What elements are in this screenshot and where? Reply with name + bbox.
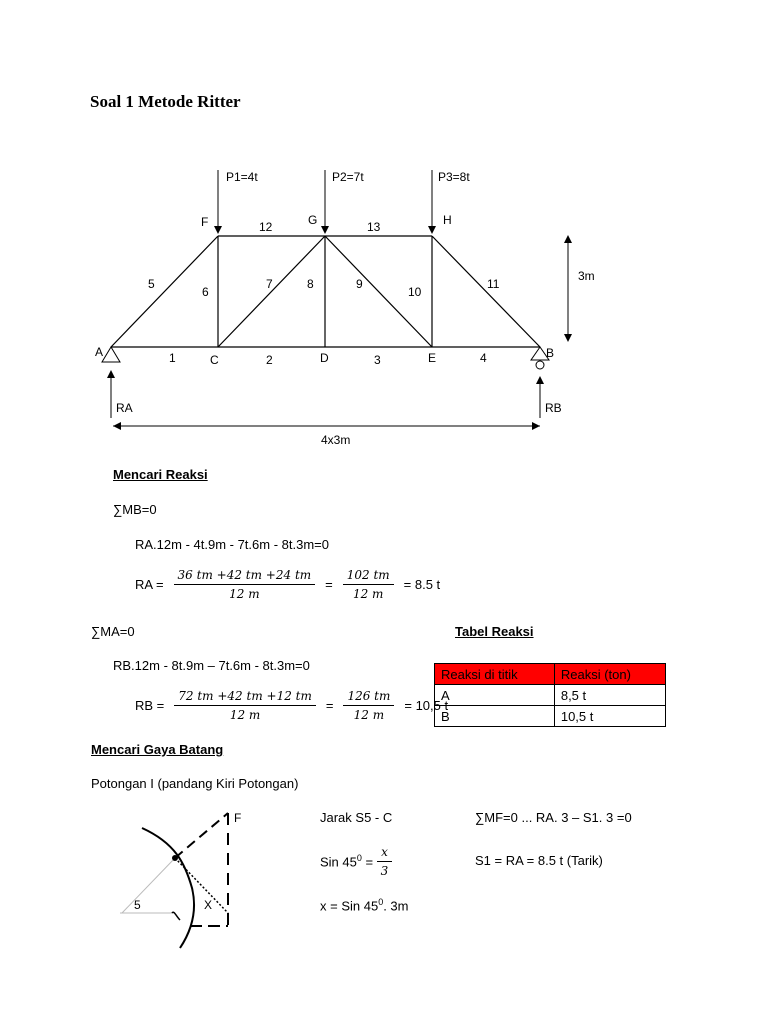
member-label-1: 1: [169, 351, 176, 365]
rb-fraction-2: $\frac{126 tm}{12 m}$: [343, 689, 394, 722]
s1-result: S1 = RA = 8.5 t (Tarik): [475, 853, 603, 868]
rb-equals: =: [325, 698, 334, 713]
section-cut-sketch: [100, 798, 260, 958]
load-label-p3: P3=8t: [438, 170, 470, 184]
table-header-cell: Reaksi di titik: [435, 664, 555, 685]
rb-equation: [135, 689, 448, 722]
sin-fraction: $\frac{x}{3}$: [377, 845, 392, 878]
eq-mb: RA.12m - 4t.9m - 7t.6m - 8t.3m=0: [135, 537, 329, 552]
node-label-f: F: [201, 215, 209, 229]
span-label: 4x3m: [321, 433, 351, 447]
reaction-label-rb: RB: [545, 401, 562, 415]
node-label-h: H: [443, 213, 452, 227]
member-label-4: 4: [480, 351, 487, 365]
sin-equation: [320, 845, 392, 878]
ra-fraction-1: $\frac{36 tm +42 tm +24 tm}{12 m}$: [174, 568, 316, 601]
member-label-9: 9: [356, 277, 363, 291]
sin-degree: 0: [356, 853, 362, 864]
truss-diagram: [0, 0, 768, 460]
node-label-d: D: [320, 351, 329, 365]
reaksi-heading: Mencari Reaksi: [113, 467, 208, 482]
sketch-label-x: X: [204, 898, 213, 912]
table-header-cell: Reaksi (ton): [554, 664, 665, 685]
node-point: [172, 855, 178, 861]
member-label-5: 5: [148, 277, 155, 291]
sin-eq: =: [361, 854, 374, 870]
ra-equation: [135, 568, 440, 601]
load-label-p1: P1=4t: [226, 170, 258, 184]
page-title: Soal 1 Metode Ritter: [90, 92, 241, 111]
member-label-8: 8: [307, 277, 314, 291]
member-11: [432, 236, 540, 347]
jarak-label: Jarak S5 - C: [320, 810, 393, 825]
pin-support-a: [102, 347, 120, 362]
sin-lhs: Sin 45: [320, 854, 357, 870]
member-label-6: 6: [202, 285, 209, 299]
table-row: [435, 685, 666, 706]
rb-fraction-1: $\frac{72 tm +42 tm +12 tm}{12 m}$: [174, 689, 316, 722]
ra-result: = 8.5 t: [403, 577, 441, 592]
gaya-heading: Mencari Gaya Batang: [91, 742, 224, 757]
node-label-b: B: [546, 346, 555, 360]
ra-equals: =: [325, 577, 333, 592]
cut-curve: [142, 828, 194, 948]
member-label-3: 3: [374, 353, 381, 367]
potongan-label: Potongan I (pandang Kiri Potongan): [91, 776, 299, 791]
sum-mb: ∑MB=0: [113, 502, 157, 517]
table-cell: B: [435, 706, 555, 727]
table-row: [435, 706, 666, 727]
roller-wheel-b: [536, 361, 544, 369]
node-label-g: G: [308, 213, 318, 227]
height-label: 3m: [578, 269, 595, 283]
node-label-c: C: [210, 353, 219, 367]
member-label-11: 11: [487, 277, 500, 291]
ra-fraction-2: $\frac{102 tm}{12 m}$: [343, 568, 394, 601]
sum-ma: ∑MA=0: [91, 624, 135, 639]
dashed-diagonal: [175, 813, 228, 858]
table-cell: 8,5 t: [554, 685, 665, 706]
member-label-13: 13: [367, 220, 381, 234]
sketch-label-5: 5: [134, 898, 141, 912]
member-label-7: 7: [266, 277, 273, 291]
member-7: [218, 236, 325, 347]
member-5-line: [122, 858, 175, 913]
load-label-p2: P2=7t: [332, 170, 364, 184]
node-label-e: E: [428, 351, 437, 365]
rb-lhs: RB =: [135, 698, 165, 713]
member-label-12: 12: [259, 220, 273, 234]
eq-ma: RB.12m - 8t.9m – 7t.6m - 8t.3m=0: [113, 658, 310, 673]
x-equation: x = Sin $45^0$. 3m: [320, 897, 409, 914]
member-label-10: 10: [408, 285, 422, 299]
reaction-table: [434, 663, 666, 727]
member-label-2: 2: [266, 353, 273, 367]
rb-result: = 10,5 t: [404, 698, 449, 713]
ra-lhs: RA =: [135, 577, 164, 592]
sketch-label-f: F: [234, 811, 242, 825]
table-cell: 10,5 t: [554, 706, 665, 727]
table-cell: A: [435, 685, 555, 706]
table-header-row: [435, 664, 666, 685]
node-label-a: A: [95, 345, 104, 359]
sum-mf: ∑MF=0 ... RA. 3 – S1. 3 =0: [475, 810, 632, 825]
reaction-label-ra: RA: [116, 401, 133, 415]
tabel-heading: Tabel Reaksi: [455, 624, 534, 639]
